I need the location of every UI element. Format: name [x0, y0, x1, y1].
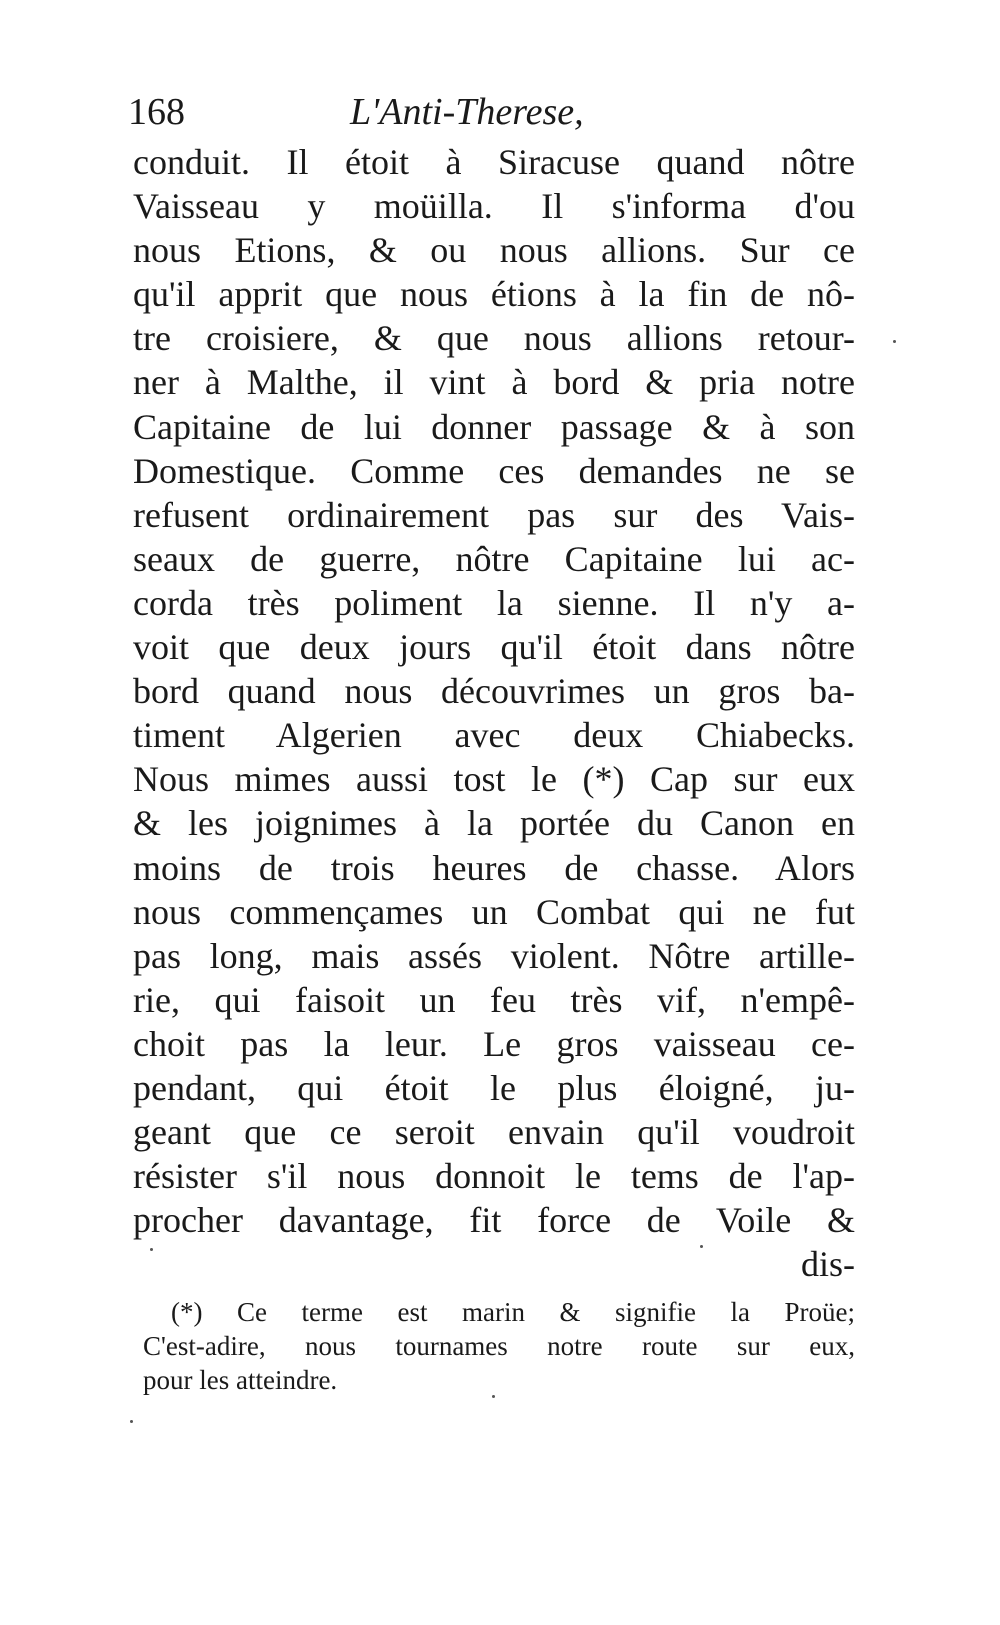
footnote-line: C'est-adire, nous tournames notre route sur eux,: [143, 1331, 855, 1361]
text-line: corda très poliment la sienne. Il n'y a-: [133, 582, 855, 623]
ink-speck: [893, 340, 896, 343]
running-title: L'Anti-Therese,: [350, 91, 584, 133]
ink-speck: [150, 1248, 153, 1251]
text-line: ner à Malthe, il vint à bord & pria notre: [133, 362, 855, 403]
footnote: [143, 1295, 855, 1397]
text-line: Nous mimes aussi tost le (*) Cap sur eux: [133, 759, 855, 800]
text-line: Capitaine de lui donner passage & à son: [133, 406, 855, 447]
text-line: nous Etions, & ou nous allions. Sur ce: [133, 230, 855, 271]
text-line: Vaisseau y moüilla. Il s'informa d'ou: [133, 186, 855, 227]
body-text: [133, 140, 855, 1286]
text-line: timent Algerien avec deux Chiabecks.: [133, 715, 855, 756]
text-line: bord quand nous découvrimes un gros ba-: [133, 671, 855, 712]
text-line: pas long, mais assés violent. Nôtre artille-: [133, 935, 855, 976]
text-line: & les joignimes à la portée du Canon en: [133, 803, 855, 844]
text-line: rie, qui faisoit un feu très vif, n'empê-: [133, 979, 855, 1020]
text-line: refusent ordinairement pas sur des Vais-: [133, 494, 855, 535]
text-line: voit que deux jours qu'il étoit dans nôtre: [133, 627, 855, 668]
text-line: résister s'il nous donnoit le tems de l'ap-: [133, 1156, 855, 1197]
text-line: pendant, qui étoit le plus éloigné, ju-: [133, 1067, 855, 1108]
text-line: choit pas la leur. Le gros vaisseau ce-: [133, 1023, 855, 1064]
catchword: dis-: [801, 1244, 855, 1285]
text-line: qu'il apprit que nous étions à la fin de nô-: [133, 274, 855, 315]
text-line: procher davantage, fit force de Voile &: [133, 1200, 855, 1241]
text-line: geant que ce seroit envain qu'il voudroit: [133, 1112, 855, 1153]
ink-speck: [492, 1395, 495, 1398]
ink-speck: [130, 1420, 133, 1423]
text-line: conduit. Il étoit à Siracuse quand nôtre: [133, 142, 855, 182]
page-number: 168: [128, 91, 185, 133]
text-line: moins de trois heures de chasse. Alors: [133, 847, 855, 888]
footnote-line: (*) Ce terme est marin & signifie la Proüe;: [171, 1297, 855, 1327]
ink-speck: [700, 1245, 703, 1248]
page-header: [128, 88, 868, 148]
text-line: seaux de guerre, nôtre Capitaine lui ac-: [133, 538, 855, 579]
text-line: Domestique. Comme ces demandes ne se: [133, 450, 855, 491]
text-line: nous commençames un Combat qui ne fut: [133, 891, 855, 932]
footnote-line: pour les atteindre.: [143, 1365, 338, 1395]
text-line: tre croisiere, & que nous allions retour-: [133, 318, 855, 359]
